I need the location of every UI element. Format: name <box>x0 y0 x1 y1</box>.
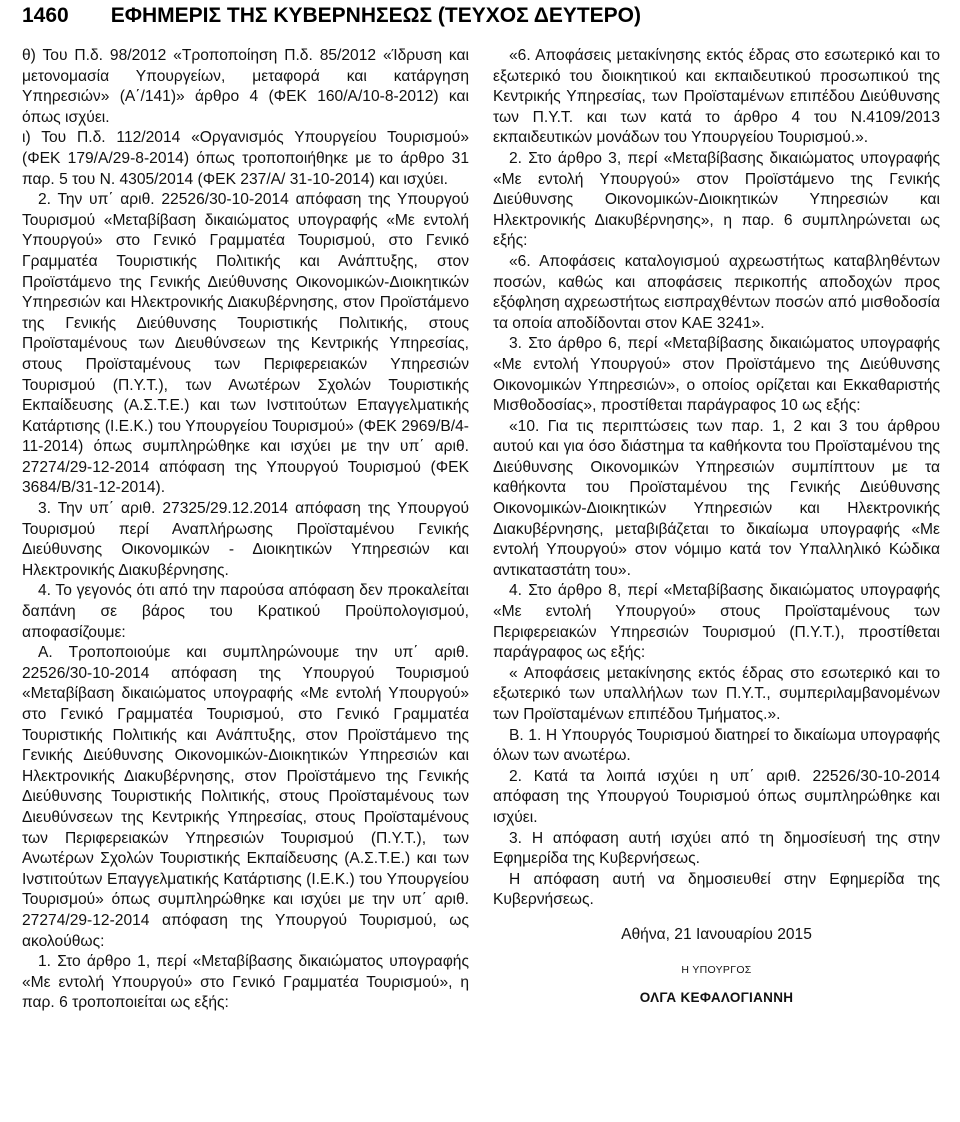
place-date: Αθήνα, 21 Ιανουαρίου 2015 <box>621 925 812 943</box>
paragraph: Η απόφαση αυτή να δημοσιευθεί στην Εφημερίδα της Κυβερνήσεως. <box>493 870 940 909</box>
paragraph: «6. Αποφάσεις καταλογισμού αχρεωστήτως καταβληθέντων ποσών, καθώς και αποφάσεις περικοπής αποδοχών προς εξόφληση αχρεωστήτως εισπραχθέντων ποσών από μισθοδοσία τα οποία αποδίδονται στον ΚΑΕ 3241». <box>493 252 940 332</box>
paragraph: 2. Κατά τα λοιπά ισχύει η υπ΄ αριθ. 22526/30-10-2014 απόφαση της Υπουργού Τουρισμού όπως συμπληρώθηκε και ισχύει. <box>493 767 940 826</box>
paragraph: 1. Στο άρθρο 1, περί «Μεταβίβασης δικαιώματος υπογραφής «Με εντολή Υπουργού» στο Γενικό Γραμματέα Τουρισμού», η παρ. 6 τροποποιείται ως εξής: <box>22 953 469 1012</box>
gazette-title: ΕΦΗΜΕΡΙΣ ΤΗΣ ΚΥΒΕΡΝΗΣΕΩΣ (ΤΕΥΧΟΣ ΔΕΥΤΕΡΟ) <box>110 4 642 27</box>
paragraph: 3. Η απόφαση αυτή ισχύει από τη δημοσίευσή της στην Εφημερίδα της Κυβερνήσεως. <box>493 829 940 868</box>
page-header <box>22 4 938 40</box>
paragraph: 4. Στο άρθρο 8, περί «Μεταβίβασης δικαιώματος υπογραφής «Με εντολή Υπουργού» στους Προϊσταμένους των Περιφερειακών Υπηρεσιών Τουρισμού (Π.Υ.Τ.), προστίθεται παράγραφος ως εξής: <box>493 582 940 662</box>
paragraph: « Αποφάσεις μετακίνησης εκτός έδρας στο εσωτερικό και το εξωτερικό των υπαλλήλων των Π.Υ.Τ., συμπεριλαμβανομένων των Προϊσταμένων επιπέδου Τμήματος.». <box>493 664 940 723</box>
signatory-name: ΟΛΓΑ ΚΕΦΑΛΟΓΙΑΝΝΗ <box>639 990 794 1006</box>
paragraph: 2. Στο άρθρο 3, περί «Μεταβίβασης δικαιώματος υπογραφής «Με εντολή Υπουργού» στον Προϊστάμενο της Γενικής Διεύθυνσης Οικονομικών-Διοικητικών Υπηρεσιών και Ηλεκτρονικής Διακυβέρνησης», η παρ. 6 συμπληρώνεται ως εξής: <box>493 149 940 250</box>
paragraph: θ) Του Π.δ. 98/2012 «Τροποποίηση Π.δ. 85/2012 «Ίδρυση και μετονομασία Υπουργείων, μεταφορά και κατάργηση Υπηρεσιών» (Α΄/141)» άρθρο 4 (ΦΕΚ 160/Α/10-8-2012) και όπως ισχύει. <box>22 47 469 126</box>
paragraph: Α. Τροποποιούμε και συμπληρώνουμε την υπ΄ αριθ. 22526/30-10-2014 απόφαση της Υπουργού Τουρισμού «Μεταβίβαση δικαιώματος υπογραφής «Με εντολή Υπουργού» στο Γενικό Γραμματέα Τουρισμού, στο Γενικό Γραμματέα Τουριστικής Πολιτικής και Ανάπτυξης, στον Προϊστάμενο της Γενικής Διεύθυνσης Οικονομικών-Διοικητικών Υπηρεσιών και Ηλεκτρονικής Διακυβέρνησης, στον Προϊστάμενο της Γενικής Διεύθυνσης Τουριστικής Πολιτικής, στους Προϊσταμένους των Διευθύνσεων της Κεντρικής Υπηρεσίας, στους Προϊσταμένους των Περιφερειακών Υπηρεσιών Τουρισμού (Π.Υ.Τ.), των Ανωτέρων Σχολών Τουριστικής Εκπαίδευσης (Α.Σ.Τ.Ε.) και των Ινστιτούτων Επαγγελματικής Κατάρτισης (Ι.Ε.Κ.) του Υπουργείου Τουρισμού» όπως συμπληρώθηκε και ισχύει με την υπ΄ αριθ. 27274/29-12-2014 απόφαση της Υπουργού Τουρισμού, ως ακολούθως: <box>22 644 469 950</box>
right-column <box>493 46 940 1118</box>
left-column <box>22 46 469 1118</box>
paragraph: 2. Την υπ΄ αριθ. 22526/30-10-2014 απόφαση της Υπουργού Τουρισμού «Μεταβίβαση δικαιώματος υπογραφής «Με εντολή Υπουργού» στο Γενικό Γραμματέα Τουρισμού, στο Γενικό Γραμματέα Τουριστικής Πολιτικής και Ανάπτυξης, στον Προϊστάμενο της Γενικής Διεύθυνσης Οικονομικών-Διοικητικών Υπηρεσιών και Ηλεκτρονικής Διακυβέρνησης, στον Προϊστάμενο της Γενικής Διεύθυνσης Τουριστικής Πολιτικής, στους Προϊσταμένους των Διευθύνσεων της Κεντρικής Υπηρεσίας, στους Προϊσταμένους των Περιφερειακών Υπηρεσιών Τουρισμού (Π.Υ.Τ.), των Ανωτέρων Σχολών Τουριστικής Εκπαίδευσης (Α.Σ.Τ.Ε.) και των Ινστιτούτων Επαγγελματικής Κατάρτισης (Ι.Ε.Κ.) του Υπουργείου Τουρισμού» (ΦΕΚ 2969/Β/4-11-2014) όπως συμπληρώθηκε και ισχύει με την υπ΄ αριθ. 27274/29-12-2014 απόφαση της Υπουργού Τουρισμού (ΦΕΚ 3684/Β/31-12-2014). <box>22 191 469 497</box>
paragraph: 3. Στο άρθρο 6, περί «Μεταβίβασης δικαιώματος υπογραφής «Με εντολή Υπουργού» στον Προϊστάμενο της Διεύθυνσης Οικονομικών Υπηρεσιών», ο οποίος ορίζεται και Εκκαθαριστής Μισθοδοσίας», προστίθεται παράγραφος 10 ως εξής: <box>493 335 940 415</box>
paragraph: ι) Του Π.δ. 112/2014 «Οργανισμός Υπουργείου Τουρισμού» (ΦΕΚ 179/Α/29-8-2014) όπως τροποποιήθηκε με το άρθρο 31 παρ. 5 του Ν. 4305/2014 (ΦΕΚ 237/Α/ 31-10-2014) και ισχύει. <box>22 129 469 188</box>
signature-block <box>493 925 940 1009</box>
paragraph: Β. 1. Η Υπουργός Τουρισμού διατηρεί το δικαίωμα υπογραφής όλων των ανωτέρω. <box>493 726 940 765</box>
signatory-role: Η ΥΠΟΥΡΓΟΣ <box>681 963 752 976</box>
paragraph: 4. Το γεγονός ότι από την παρούσα απόφαση δεν προκαλείται δαπάνη σε βάρος του Κρατικού Προϋπολογισμού, αποφασίζουμε: <box>22 582 469 641</box>
paragraph: «10. Για τις περιπτώσεις των παρ. 1, 2 και 3 του άρθρου αυτού και για όσο διάστημα τα καθήκοντα του Προϊσταμένου της Διεύθυνσης Οικονομικών Υπηρεσιών συμπίπτουν με τα καθήκοντα του Προϊσταμένου της Γενικής Διεύθυνσης Οικονομικών-Διοικητικών Υπηρεσιών και Ηλεκτρονικής Διακυβέρνησης, μεταβιβάζεται το δικαίωμα υπογραφής «Με εντολή Υπουργού» στον νόμιμο κατά τον Υπαλληλικό Κώδικα αντικαταστάτη του». <box>493 417 940 579</box>
page-number: 1460 <box>22 4 69 27</box>
paragraph: 3. Την υπ΄ αριθ. 27325/29.12.2014 απόφαση της Υπουργού Τουρισμού περί Αναπλήρωσης Προϊσταμένου Γενικής Διεύθυνσης Οικονομικών - Διοικητικών Υπηρεσιών και Ηλεκτρονικής Διακυβέρνησης. <box>22 500 469 579</box>
paragraph: «6. Αποφάσεις μετακίνησης εκτός έδρας στο εσωτερικό και το εξωτερικό του διοικητικού και εκπαιδευτικού προσωπικού της Κεντρικής Υπηρεσίας, των Προϊσταμένων επιπέδου Διεύθυνσης των Π.Υ.Τ. και των κατά το άρθρο 4 του Ν.4109/2013 εκπαιδευτικών μονάδων του Υπουργείου Τουρισμού.». <box>493 47 940 147</box>
